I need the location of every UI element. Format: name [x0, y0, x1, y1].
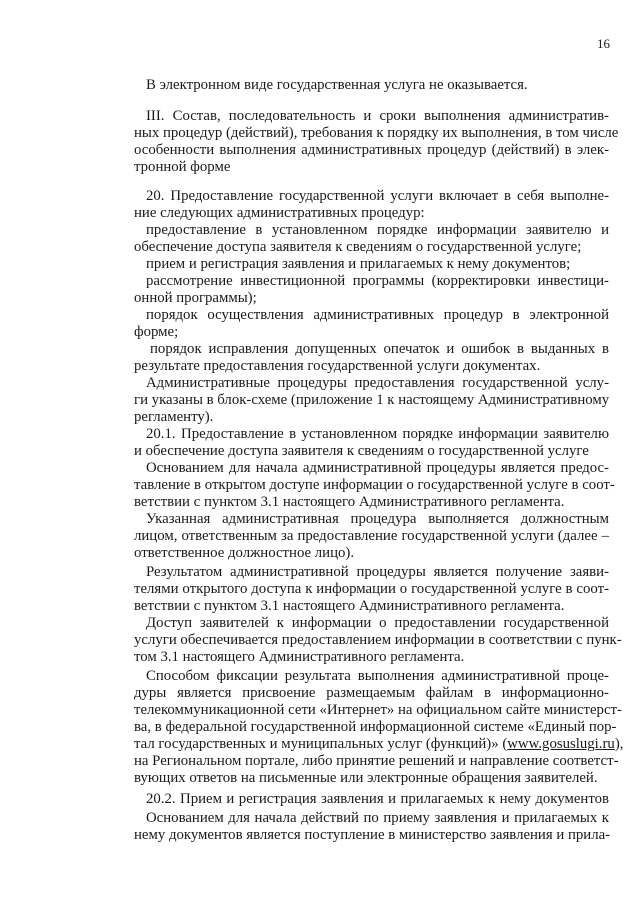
section-heading-line: III. Состав, последовательность и сроки выполнения административ-: [146, 108, 609, 124]
paragraph-line: ветствии с пунктом 3.1 настоящего Административного регламента.: [134, 494, 565, 510]
subsection-heading-line: 20.1. Предоставление в установленном порядке информации заявителю: [146, 426, 609, 442]
paragraph-line: Административные процедуры предоставления государственной услу-: [146, 375, 609, 391]
paragraph-line: нему документов является поступление в министерство заявления и прила-: [134, 827, 611, 843]
paragraph-line: услуги обеспечивается предоставлением информации в соответствии с пунк-: [134, 632, 622, 648]
paragraph-line: регламенту).: [134, 409, 214, 425]
paragraph-line: порядок исправления допущенных опечаток и ошибок в выданных в: [150, 341, 609, 357]
paragraph-fragment: тал государственных и муниципальных услуг (функций)» (: [134, 736, 508, 752]
paragraph-line: Результатом административной процедуры является получение заяви-: [146, 564, 609, 580]
paragraph-line: ветствии с пунктом 3.1 настоящего Административного регламента.: [134, 598, 565, 614]
paragraph-line: дуры является присвоение размещаемым файлам в информационно-: [134, 685, 609, 701]
paragraph-line: телекоммуникационной сети «Интернет» на официальном сайте министерст-: [134, 702, 622, 718]
paragraph-line: телями открытого доступа к информации о государственной услуге в соот-: [134, 581, 609, 597]
page-number: 16: [597, 36, 610, 51]
paragraph-fragment: ),: [614, 736, 624, 752]
paragraph-line: 20. Предоставление государственной услуги включает в себя выполне-: [146, 188, 609, 204]
paragraph-line: на Региональном портале, либо принятие решений и направление соответст-: [134, 753, 619, 769]
paragraph-line: результате предоставления государственной услуги документах.: [134, 358, 541, 374]
paragraph-line: порядок осуществления административных процедур в электронной: [146, 307, 609, 323]
paragraph-line: ва, в федеральной государственной информационной системе «Единый пор-: [134, 719, 617, 735]
paragraph-line: рассмотрение инвестиционной программы (корректировки инвестици-: [146, 273, 609, 289]
paragraph-line: ответственное должностное лицо).: [134, 545, 355, 561]
subsection-heading-line: и обеспечение доступа заявителя к сведениям о государственной услуге: [134, 443, 589, 459]
paragraph-line: Доступ заявителей к информации о предоставлении государственной: [146, 615, 609, 631]
paragraph-line: предоставление в установленном порядке информации заявителю и: [146, 222, 609, 238]
paragraph-line: [134, 736, 624, 753]
paragraph-line: Основанием для начала действий по приему заявления и прилагаемых к: [146, 810, 609, 826]
paragraph-line: онной программы);: [134, 290, 257, 306]
gosuslugi-link[interactable]: www.gosuslugi.ru: [507, 736, 615, 752]
paragraph-line: лицом, ответственным за предоставление государственной услуги (далее –: [134, 528, 609, 544]
paragraph-line: тавление в открытом доступе информации о государственной услуге в соот-: [134, 477, 615, 493]
section-heading-line: особенности выполнения административных процедур (действий) в элек-: [134, 142, 609, 158]
paragraph-line: Указанная административная процедура выполняется должностным: [146, 511, 609, 527]
paragraph-line: Способом фиксации результата выполнения административной проце-: [146, 668, 609, 684]
section-heading-line: ных процедур (действий), требования к порядку их выполнения, в том числе: [134, 125, 619, 141]
subsection-heading-line: 20.2. Прием и регистрация заявления и прилагаемых к нему документов: [146, 791, 609, 807]
paragraph-line: обеспечение доступа заявителя к сведениям о государственной услуге;: [134, 239, 582, 255]
paragraph-line: форме;: [134, 324, 179, 340]
paragraph-line: В электронном виде государственная услуга не оказывается.: [146, 77, 528, 93]
section-heading-line: тронной форме: [134, 159, 231, 175]
paragraph-line: прием и регистрация заявления и прилагаемых к нему документов;: [146, 256, 571, 272]
paragraph-line: том 3.1 настоящего Административного регламента.: [134, 649, 465, 665]
paragraph-line: Основанием для начала административной процедуры является предос-: [146, 460, 609, 476]
paragraph-line: вующих ответов на письменные или электронные обращения заявителей.: [134, 770, 598, 786]
paragraph-line: ги указаны в блок-схеме (приложение 1 к настоящему Административному: [134, 392, 610, 408]
paragraph-line: ние следующих административных процедур:: [134, 205, 425, 221]
